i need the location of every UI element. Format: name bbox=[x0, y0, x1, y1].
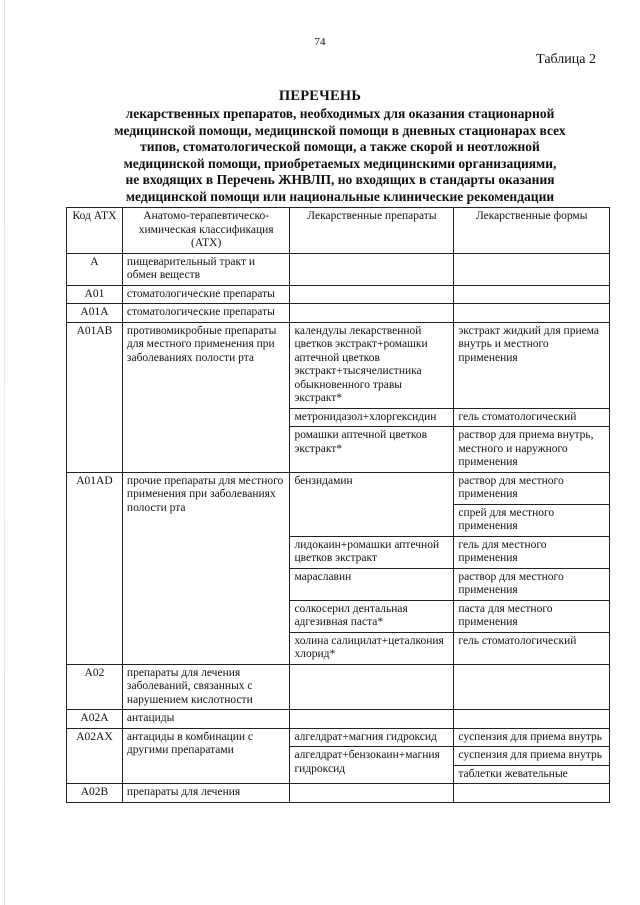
form-cell: раствор для приема внутрь, местного и наружного применения bbox=[454, 427, 610, 473]
form-cell: паста для местного применения bbox=[454, 600, 610, 632]
scan-edge bbox=[4, 0, 5, 905]
atc-name: препараты для лечения bbox=[122, 784, 290, 803]
document-heading: ПЕРЕЧЕНЬ bbox=[278, 88, 362, 104]
form-cell: раствор для местного применения bbox=[454, 568, 610, 600]
form-cell bbox=[454, 253, 610, 285]
drug-cell bbox=[290, 253, 454, 285]
atc-code: A02AX bbox=[67, 728, 123, 784]
table-row bbox=[67, 728, 610, 747]
table-header-row bbox=[67, 208, 610, 254]
header-code: Код АТХ bbox=[67, 208, 123, 254]
drug-cell: ромашки аптечной цветков экстракт* bbox=[290, 427, 454, 473]
header-drugs: Лекарственные препараты bbox=[290, 208, 454, 254]
form-cell: таблетки жевательные bbox=[454, 765, 610, 784]
table-row bbox=[67, 304, 610, 323]
atc-code: A01A bbox=[67, 304, 123, 323]
atc-code: A02A bbox=[67, 710, 123, 729]
table-row bbox=[67, 664, 610, 710]
drug-cell: мараславин bbox=[290, 568, 454, 600]
form-cell: гель для местного применения bbox=[454, 536, 610, 568]
subheading-line: медицинской помощи, медицинской помощи в дневных стационарах всех bbox=[114, 122, 566, 138]
drug-cell bbox=[290, 664, 454, 710]
header-atc: Анатомо-терапевтическо-химическая классификация (АТХ) bbox=[122, 208, 290, 254]
atc-name: антациды bbox=[122, 710, 290, 729]
table-row bbox=[67, 322, 610, 408]
form-cell: гель стоматологический bbox=[454, 632, 610, 664]
form-cell bbox=[454, 710, 610, 729]
form-cell: суспензия для приема внутрь bbox=[454, 728, 610, 747]
form-cell: суспензия для приема внутрь bbox=[454, 747, 610, 766]
table-row bbox=[67, 253, 610, 285]
drug-cell: солкосерил дентальная адгезивная паста* bbox=[290, 600, 454, 632]
table-row bbox=[67, 285, 610, 304]
drug-cell: алгелдрат+магния гидроксид bbox=[290, 728, 454, 747]
drug-cell bbox=[290, 710, 454, 729]
atc-name: прочие препараты для местного применения при заболеваниях полости рта bbox=[122, 472, 290, 664]
subheading-line: медицинской помощи или национальные клинические рекомендации bbox=[125, 188, 555, 204]
atc-name: антациды в комбинации с другими препаратами bbox=[122, 728, 290, 784]
drug-list-table bbox=[66, 207, 610, 803]
atc-name: стоматологические препараты bbox=[122, 304, 290, 323]
atc-code: A bbox=[67, 253, 123, 285]
atc-name: препараты для лечения заболеваний, связанных с нарушением кислотности bbox=[122, 664, 290, 710]
atc-code: A02 bbox=[67, 664, 123, 710]
subheading-line: медицинской помощи, приобретаемых медицинскими организациями, bbox=[123, 155, 557, 171]
table-row bbox=[67, 710, 610, 729]
document-subheading bbox=[60, 106, 620, 205]
drug-cell: алгелдрат+бензокаин+магния гидроксид bbox=[290, 747, 454, 784]
atc-name: противомикробные препараты для местного применения при заболеваниях полости рта bbox=[122, 322, 290, 472]
form-cell bbox=[454, 664, 610, 710]
form-cell: спрей для местного применения bbox=[454, 504, 610, 536]
drug-cell bbox=[290, 784, 454, 803]
page-number: 74 bbox=[314, 36, 326, 48]
atc-code: A01 bbox=[67, 285, 123, 304]
form-cell bbox=[454, 285, 610, 304]
atc-code: A01AB bbox=[67, 322, 123, 472]
atc-code: A02B bbox=[67, 784, 123, 803]
table-row bbox=[67, 472, 610, 504]
drug-cell: метронидазол+хлоргексидин bbox=[290, 408, 454, 427]
form-cell bbox=[454, 784, 610, 803]
form-cell: экстракт жидкий для приема внутрь и местного применения bbox=[454, 322, 610, 408]
table-row bbox=[67, 784, 610, 803]
subheading-line: типов, стоматологической помощи, а также скорой и неотложной bbox=[140, 139, 540, 154]
header-forms: Лекарственные формы bbox=[454, 208, 610, 254]
table-label: Таблица 2 bbox=[536, 52, 596, 67]
drug-cell: лидокаин+ромашки аптечной цветков экстракт bbox=[290, 536, 454, 568]
form-cell: гель стоматологический bbox=[454, 408, 610, 427]
form-cell: раствор для местного применения bbox=[454, 472, 610, 504]
drug-cell bbox=[290, 285, 454, 304]
drug-cell: бензидамин bbox=[290, 472, 454, 536]
atc-code: A01AD bbox=[67, 472, 123, 664]
atc-name: стоматологические препараты bbox=[122, 285, 290, 304]
drug-cell: календулы лекарственной цветков экстракт+ромашки аптечной цветков экстракт+тысячелистника обыкновенного травы экстракт* bbox=[290, 322, 454, 408]
drug-cell: холина салицилат+цеталкония хлорид* bbox=[290, 632, 454, 664]
atc-name: пищеварительный тракт и обмен веществ bbox=[122, 253, 290, 285]
subheading-line: не входящих в Перечень ЖНВЛП, но входящих в стандарты оказания bbox=[125, 172, 555, 187]
form-cell bbox=[454, 304, 610, 323]
subheading-line: лекарственных препаратов, необходимых для оказания стационарной bbox=[125, 106, 555, 121]
drug-cell bbox=[290, 304, 454, 323]
